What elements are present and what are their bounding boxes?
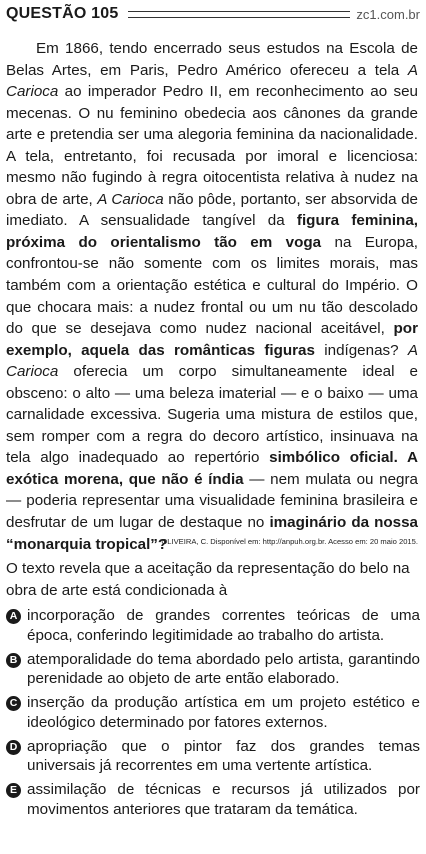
passage-text	[6, 38, 418, 555]
option-c[interactable]	[6, 693, 420, 732]
option-text: atemporalidade do tema abordado pelo artista, garantindo perenidade ao objeto de arte então elaborado.	[27, 650, 420, 688]
passage-segment: ao imperador Pedro II, em reconhecimento ao seu mecenas. O nu feminino obedecia aos cânones da grande arte e pretendia ser uma alegoria feminina da nacionalidade. A tela, entretanto, foi recusada por imoral e licenciosa: mesmo não fugindo à regra oitocentista relativa à nudez na obra de arte,	[6, 83, 418, 208]
question-title: QUESTÃO 105	[6, 5, 119, 22]
option-text: apropriação que o pintor faz dos grandes temas universais já recorrentes em uma vertente artística.	[27, 737, 420, 775]
option-text: inserção da produção artística em um projeto estético e ideológico determinado por fatores externos.	[27, 694, 420, 731]
question-stem: O texto revela que a aceitação da representação do belo na obra de arte está condicionada à	[6, 560, 410, 599]
passage-segment: indígenas?	[314, 341, 408, 359]
passage-emphasis: figura feminina, próxima do orientalismo tão em voga	[6, 212, 418, 251]
passage-emphasis: imaginário da nossa “monarquia tropical”?	[6, 514, 419, 553]
passage-emphasis: simbólico oficial. A exótica morena, que não é índia	[6, 449, 418, 488]
option-letter-badge: B	[6, 653, 21, 668]
option-d[interactable]	[6, 737, 420, 776]
header-divider	[128, 11, 350, 18]
option-a[interactable]	[6, 606, 420, 645]
site-watermark: zc1.com.br	[356, 6, 420, 22]
answer-options	[6, 606, 420, 824]
passage-emphasis: por exemplo, aquela das românticas figuras	[6, 320, 418, 359]
option-b[interactable]	[6, 650, 420, 689]
passage-segment: — nem mulata ou negra — poderia representar uma visualidade feminina brasileira e desfrutar de um lugar de destaque no	[6, 470, 418, 532]
question-header	[6, 4, 420, 24]
option-letter-badge: E	[6, 783, 21, 798]
option-e[interactable]	[6, 780, 420, 819]
source-citation: OLIVEIRA, C. Disponível em: http://anpuh.org.br. Acesso em: 20 maio 2015.	[161, 537, 418, 546]
artwork-title: A Carioca	[6, 61, 418, 101]
option-letter-badge: D	[6, 740, 21, 755]
option-text: incorporação de grandes correntes teóricas de uma época, conferindo legitimidade ao trabalho do artista.	[27, 607, 420, 644]
option-letter-badge: A	[6, 609, 21, 624]
passage-segment: na Europa, confrontou-se não somente com os limites morais, mas também com a orientação estética e cultural do Império. O que chocara mais: a nudez frontal ou um nu tão descolado do que se desejava como nudez nacional aceitável,	[6, 233, 418, 338]
artwork-title: A Carioca	[97, 190, 164, 208]
passage-segment: oferecia um corpo simultaneamente ideal e obsceno: o alto — uma beleza imaterial — e o baixo — uma carnalidade excessiva. Sugeria uma mistura de estilos que, sem romper com a regra do decoro artístico, insinuava na tela algo inadequado ao repertório	[6, 363, 418, 467]
passage-segment: Em 1866, tendo encerrado seus estudos na Escola de Belas Artes, em Paris, Pedro Américo ofereceu a tela	[6, 40, 418, 79]
option-text: assimilação de técnicas e recursos já utilizados por movimentos anteriores que trataram da temática.	[27, 781, 420, 818]
option-letter-badge: C	[6, 696, 21, 711]
artwork-title: A Carioca	[6, 341, 418, 381]
passage-segment: não pôde, portanto, ser absorvida de imediato. A sensualidade tangível da	[6, 190, 418, 230]
